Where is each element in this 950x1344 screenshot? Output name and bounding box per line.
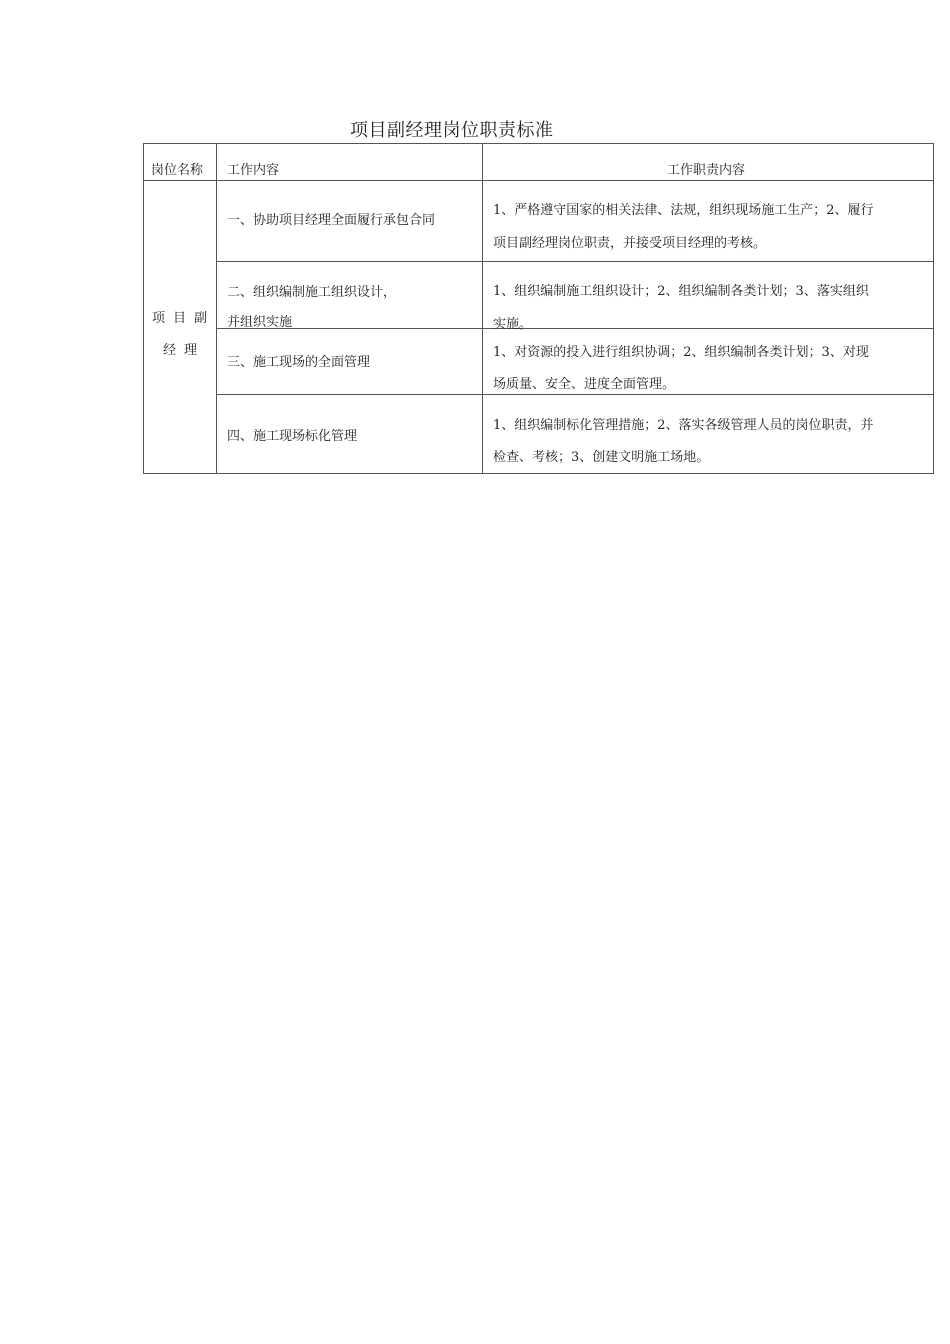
duty-item-3-line-2: 场质量、安全、进度全面管理。 xyxy=(493,377,676,392)
duty-item-1-line-1: 1、严格遵守国家的相关法律、法规，组织现场施工生产；2、履行 xyxy=(493,203,874,218)
header-post-name: 岗位名称 xyxy=(151,163,204,178)
row-divider-3 xyxy=(216,394,933,395)
post-name-line-1: 项目副 xyxy=(152,311,216,326)
duty-item-1-line-2: 项目副经理岗位职责，并接受项目经理的考核。 xyxy=(493,236,767,251)
work-item-3: 三、施工现场的全面管理 xyxy=(227,355,371,370)
duty-item-2-line-1: 1、组织编制施工组织设计；2、组织编制各类计划；3、落实组织 xyxy=(493,284,869,299)
duty-item-2-line-2: 实施。 xyxy=(493,317,533,332)
row-divider-1 xyxy=(216,261,933,262)
row-divider-2 xyxy=(216,328,933,329)
document-title: 项目副经理岗位职责标准 xyxy=(350,120,554,141)
work-item-2-line-2: 并组织实施 xyxy=(227,315,293,330)
post-name-line-2: 经理 xyxy=(163,343,206,358)
duty-item-3-line-1: 1、对资源的投入进行组织协调；2、组织编制各类计划；3、对现 xyxy=(493,345,869,360)
work-item-4: 四、施工现场标化管理 xyxy=(227,429,358,444)
duty-item-4-line-1: 1、组织编制标化管理措施；2、落实各级管理人员的岗位职责，并 xyxy=(493,418,874,433)
column-divider-work xyxy=(482,144,483,473)
duty-table xyxy=(143,143,934,474)
work-item-1: 一、协助项目经理全面履行承包合同 xyxy=(227,213,436,228)
header-work-content: 工作内容 xyxy=(227,163,280,178)
column-divider-post xyxy=(216,144,217,473)
duty-item-4-line-2: 检查、考核；3、创建文明施工场地。 xyxy=(493,450,710,465)
header-duty-content: 工作职责内容 xyxy=(667,163,746,178)
header-divider xyxy=(144,180,933,181)
work-item-2-line-1: 二、组织编制施工组织设计， xyxy=(227,285,397,300)
